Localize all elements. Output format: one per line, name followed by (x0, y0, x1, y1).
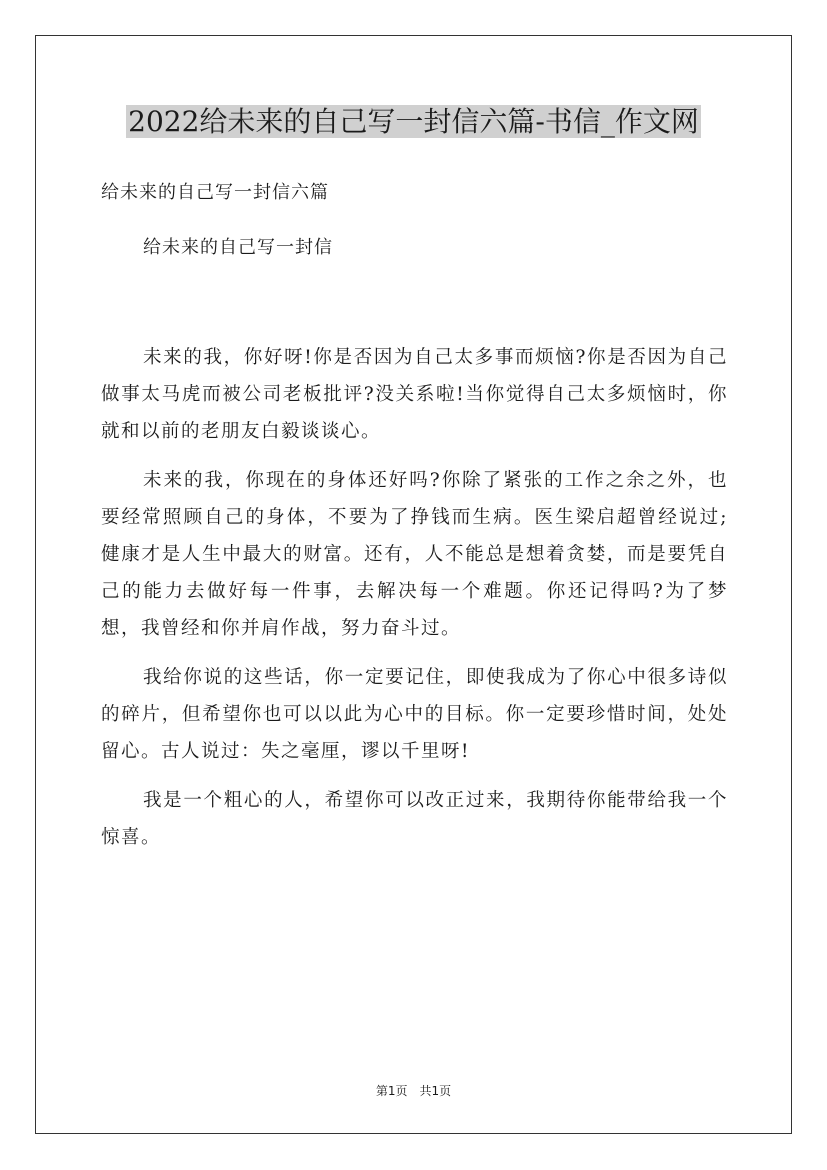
letter-heading: 给未来的自己写一封信 (143, 237, 333, 258)
page-number-total: 共1页 (419, 1084, 452, 1098)
page-number-current: 第1页 (375, 1084, 408, 1098)
document-title (0, 103, 827, 141)
paragraph: 未来的我，你好呀!你是否因为自己太多事而烦恼?你是否因为自己做事太马虎而被公司老板批评?没关系啦!当你觉得自己太多烦恼时，你就和以前的老朋友白毅谈谈心。 (101, 347, 728, 442)
paragraph: 我给你说的这些话，你一定要记住，即使我成为了你心中很多诗似的碎片，但希望你也可以以此为心中的目标。你一定要珍惜时间，处处留心。古人说过：失之毫厘，谬以千里呀! (101, 667, 728, 762)
document-title-text: 2022给未来的自己写一封信六篇-书信_作文网 (128, 105, 699, 138)
page-footer (0, 1083, 827, 1099)
paragraph: 我是一个粗心的人，希望你可以改正过来，我期待你能带给我一个惊喜。 (101, 790, 728, 848)
paragraph: 未来的我，你现在的身体还好吗?你除了紧张的工作之余之外，也要经常照顾自己的身体，不要为了挣钱而生病。医生梁启超曾经说过;健康才是人生中最大的财富。还有，人不能总是想着贪婪，而是要凭自己的能力去做好每一件事，去解决每一个难题。你还记得吗?为了梦想，我曾经和你并肩作战，努力奋斗过。 (101, 470, 728, 639)
document-subtitle: 给未来的自己写一封信六篇 (101, 182, 329, 203)
letter-body (101, 339, 728, 868)
